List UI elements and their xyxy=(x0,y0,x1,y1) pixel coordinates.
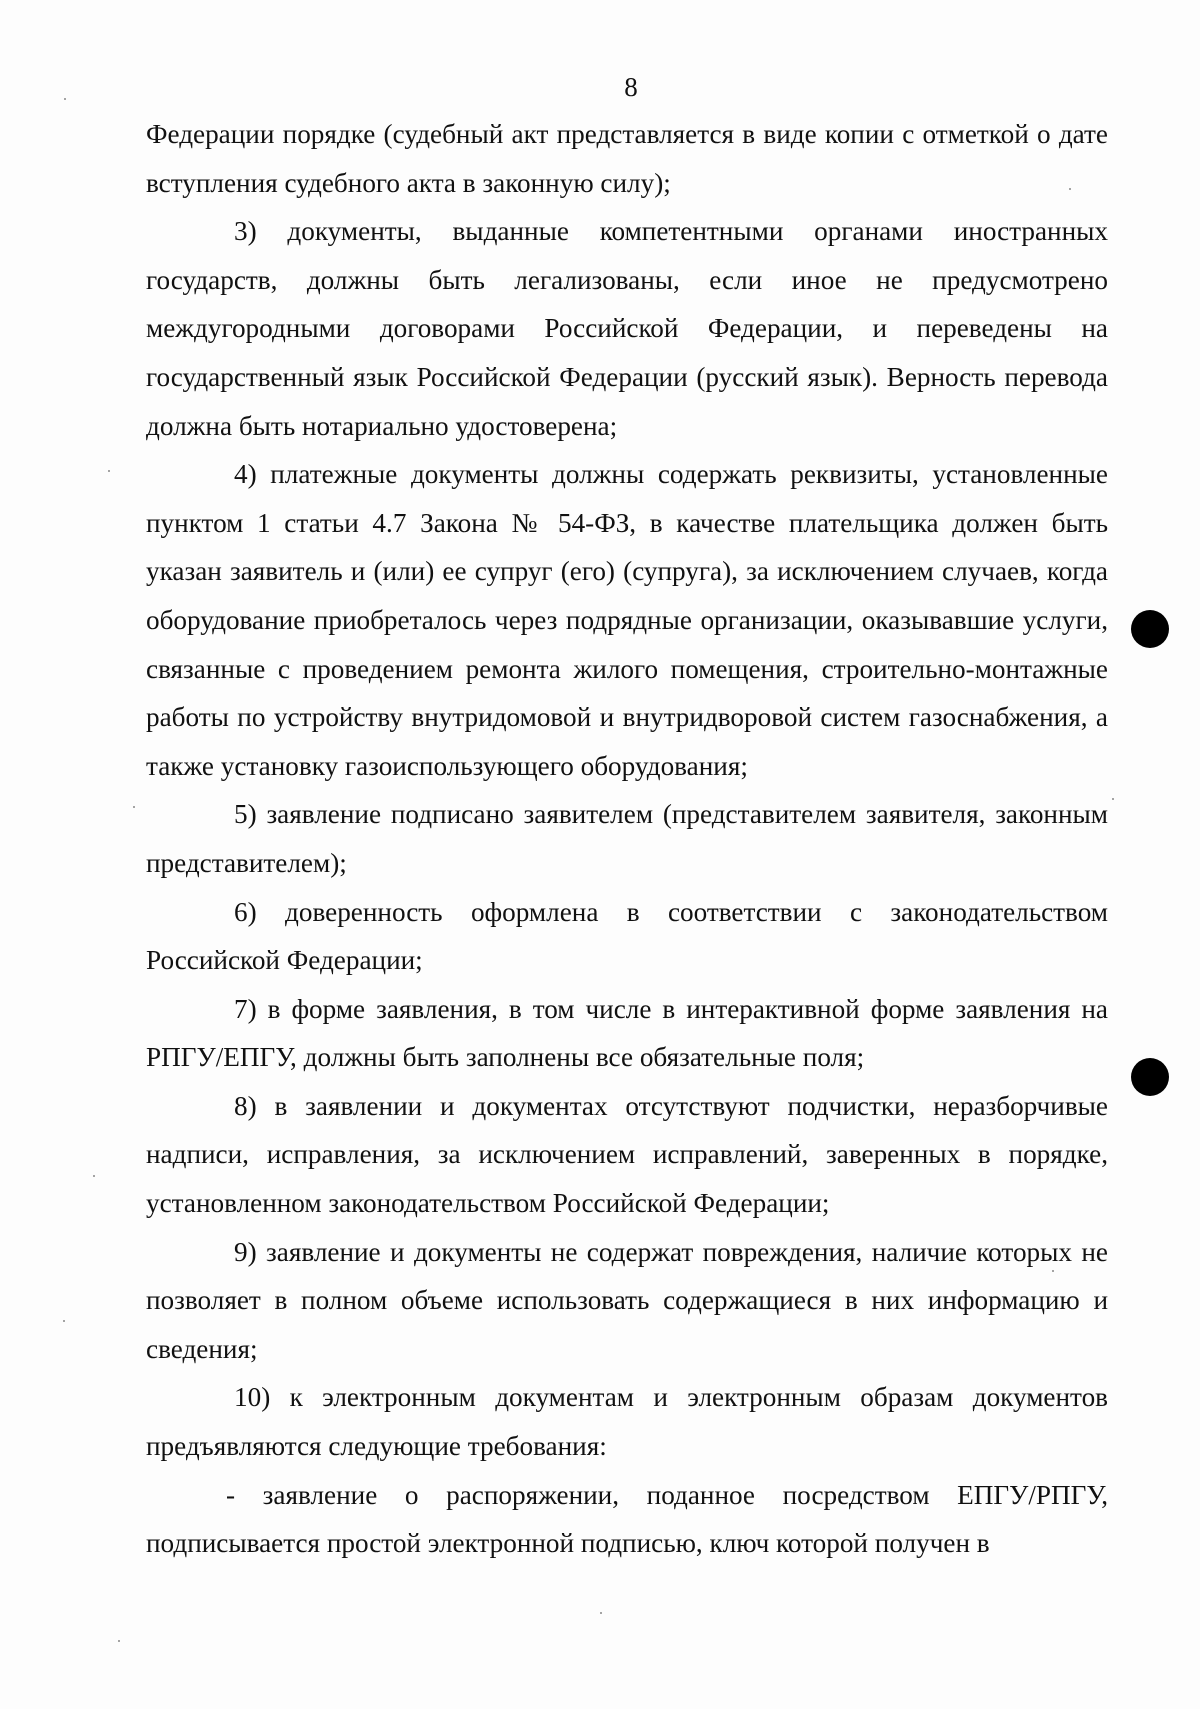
punch-hole-mark xyxy=(1131,610,1169,648)
scan-speck xyxy=(133,806,135,808)
paragraph-item-10: 10) к электронным документам и электронным образам документов предъявляются следующие требования: xyxy=(146,1382,1108,1462)
paragraph-item-7: 7) в форме заявления, в том числе в интерактивной форме заявления на РПГУ/ЕПГУ, должны быть заполнены все обязательные поля; xyxy=(146,993,1108,1073)
paragraph-item-9: 9) заявление и документы не содержат повреждения, наличие которых не позволяет в полном объеме использовать содержащиеся в них информацию и сведения; xyxy=(146,1236,1108,1364)
paragraph-dash-item: - заявление о распоряжении, поданное посредством ЕПГУ/РПГУ, подписывается простой электронной подписью, ключ которой получен в xyxy=(146,1479,1108,1559)
paragraph-item-3: 3) документы, выданные компетентными органами иностранных государств, должны быть легализованы, если иное не предусмотрено междугородными договорами Российской Федерации, и переведены на государственный язык Российской Федерации (русский язык). Верность перевода должна быть нотариально удостоверена; xyxy=(146,216,1108,441)
scan-speck xyxy=(63,1320,65,1322)
paragraph-item-5: 5) заявление подписано заявителем (представителем заявителя, законным представителем); xyxy=(146,799,1108,878)
document-body xyxy=(146,110,1108,1568)
scan-speck xyxy=(93,1175,95,1177)
scan-speck xyxy=(600,1612,602,1614)
paragraph-continuation: Федерации порядке (судебный акт представляется в виде копии с отметкой о дате вступления судебного акта в законную силу); xyxy=(146,119,1108,198)
scan-speck xyxy=(1069,188,1071,190)
scan-speck xyxy=(1112,798,1114,800)
scan-speck xyxy=(118,1640,120,1642)
paragraph-item-6: 6) доверенность оформлена в соответствии с законодательством Российской Федерации; xyxy=(146,896,1108,976)
paragraph-item-4: 4) платежные документы должны содержать реквизиты, установленные пунктом 1 статьи 4.7 Закона № 54-ФЗ, в качестве плательщика должен быть указан заявитель и (или) ее супруг (его) (супруга), за исключением случаев, когда оборудование приобреталось через подрядные организации, оказывавшие услуги, связанные с проведением ремонта жилого помещения, строительно-монтажные работы по устройству внутридомовой и внутридворовой систем газоснабжения, а также установку газоиспользующего оборудования; xyxy=(146,459,1108,781)
scan-speck xyxy=(64,98,66,100)
scan-speck xyxy=(108,470,110,472)
paragraph-item-8: 8) в заявлении и документах отсутствуют подчистки, неразборчивые надписи, исправления, за исключением исправлений, заверенных в порядке, установленном законодательством Российской Федерации; xyxy=(146,1090,1108,1219)
scan-speck xyxy=(1052,1270,1054,1272)
punch-hole-mark xyxy=(1131,1058,1169,1096)
page-number: 8 xyxy=(624,72,638,102)
